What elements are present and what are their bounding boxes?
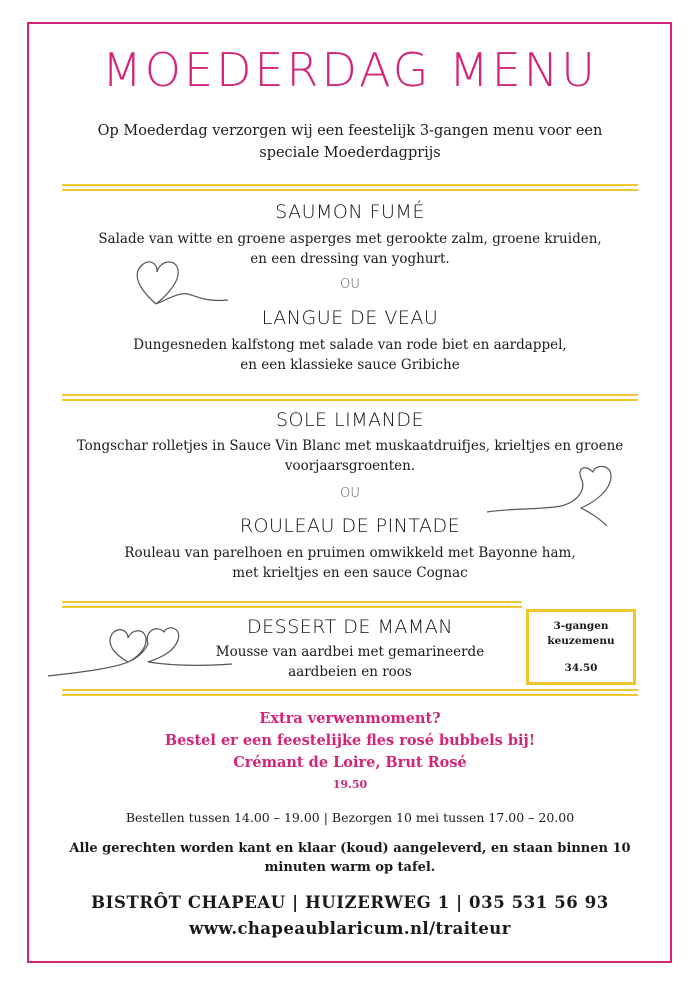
description-line: met krieltjes en een sauce Cognac: [232, 565, 468, 581]
dish-dessert-de-maman: DESSERT DE MAMAN: [247, 616, 453, 638]
or-separator: OU: [340, 486, 360, 501]
footer-website[interactable]: www.chapeaublaricum.nl/traiteur: [189, 919, 511, 938]
extra-line-2: Bestel er een feestelijke fles rosé bubbels bij!: [164, 732, 536, 749]
divider-top: [62, 184, 638, 191]
divider-middle: [62, 394, 638, 401]
extra-price: 19.50: [332, 778, 368, 791]
double-heart-doodle-icon: [44, 618, 234, 682]
notice-line-2: minuten warm op tafel.: [264, 860, 436, 875]
price-box-label-2: keuzemenu: [547, 634, 615, 647]
dish-dessert-description: [200, 642, 500, 682]
footer-address: BISTRÔT CHAPEAU | HUIZERWEG 1 | 035 531 56 93: [91, 893, 609, 912]
dish-rouleau-de-pintade: ROULEAU DE PINTADE: [239, 515, 461, 537]
notice: [60, 839, 640, 877]
dish-saumon-fume: SAUMON FUMÉ: [275, 201, 425, 223]
price-box-price: 34.50: [564, 661, 598, 674]
description-line: aardbeien en roos: [288, 664, 412, 680]
description-line: Salade van witte en groene asperges met gerookte zalm, groene kruiden,: [98, 231, 602, 247]
order-times: Bestellen tussen 14.00 – 19.00 | Bezorgen 10 mei tussen 17.00 – 20.00: [125, 810, 575, 825]
heart-doodle-icon: [483, 460, 623, 532]
description-line: en een klassieke sauce Gribiche: [240, 357, 460, 373]
or-separator: OU: [340, 277, 360, 292]
description-line: Tongschar rolletjes in Sauce Vin Blanc met muskaatdruifjes, krieltjes en groene: [76, 438, 624, 454]
dish-sole-limande: SOLE LIMANDE: [275, 409, 425, 431]
dish-langue-de-veau: LANGUE DE VEAU: [261, 307, 439, 329]
description-line: en een dressing van yoghurt.: [250, 251, 450, 267]
description-line: voorjaarsgroenten.: [284, 458, 416, 474]
price-box-label-1: 3-gangen: [553, 619, 609, 632]
intro-text: [60, 120, 640, 164]
extra-line-1: Extra verwenmoment?: [259, 710, 441, 727]
extra-line-3: Crémant de Loire, Brut Rosé: [233, 754, 467, 771]
intro-line-2: speciale Moederdagprijs: [259, 145, 441, 161]
extra-offer: [60, 708, 640, 774]
divider-bottom: [62, 689, 638, 696]
description-line: Mousse van aardbei met gemarineerde: [215, 644, 485, 660]
description-line: Rouleau van parelhoen en pruimen omwikkeld met Bayonne ham,: [124, 545, 576, 561]
description-line: Dungesneden kalfstong met salade van rode biet en aardappel,: [133, 337, 567, 353]
divider-dessert: [62, 601, 522, 608]
dish-rouleau-de-pintade-description: [60, 543, 640, 583]
menu-title: MOEDERDAG MENU: [102, 43, 598, 97]
dish-langue-de-veau-description: [60, 335, 640, 375]
intro-line-1: Op Moederdag verzorgen wij een feestelijk 3-gangen menu voor een: [97, 123, 603, 139]
price-box: [526, 609, 636, 685]
heart-doodle-icon: [128, 252, 238, 322]
notice-line-1: Alle gerechten worden kant en klaar (koud) aangeleverd, en staan binnen 10: [69, 841, 631, 856]
